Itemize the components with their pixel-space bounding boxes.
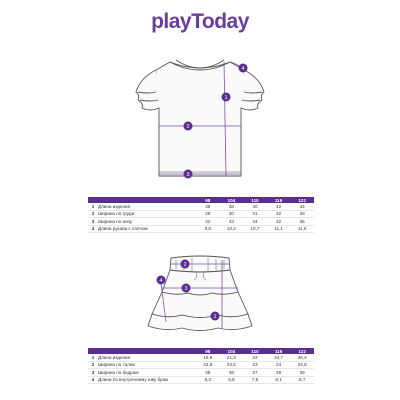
table-row: 4 Длина рукава с плечом 9,8 10,2 10,7 11,1 11,6 — [88, 225, 314, 233]
brand-logo: playToday — [151, 10, 249, 33]
size-col: 98 — [196, 197, 220, 203]
skirt-marker-4 — [157, 276, 166, 285]
svg-text:2: 2 — [186, 124, 190, 130]
size-col: 98 — [196, 348, 220, 354]
svg-text:2: 2 — [183, 262, 187, 268]
size-col: 110 — [243, 197, 267, 203]
tshirt-illustration — [0, 48, 400, 188]
table-row: 3 Ширина по бедрам 35 36 37 38 39 — [88, 369, 314, 377]
svg-text:1: 1 — [213, 314, 217, 320]
skirt-size-table — [88, 348, 314, 384]
size-col: 122 — [290, 197, 314, 203]
table-row: 1 Длина изделия 36 38 40 42 44 — [88, 203, 314, 210]
shirt-marker-3 — [184, 170, 193, 179]
table-row: 2 Ширина по талии 22,5 23,5 23 24 24,5 — [88, 361, 314, 369]
shirt-size-table — [88, 197, 314, 233]
size-col: 116 — [267, 348, 291, 354]
size-col: 122 — [290, 348, 314, 354]
size-col: 104 — [220, 197, 244, 203]
size-col: 116 — [267, 197, 291, 203]
skirt-illustration — [0, 252, 400, 342]
table-row: 1 Длина изделия 19,6 21,3 23 24,7 26,4 — [88, 354, 314, 361]
shirt-marker-1 — [222, 93, 231, 102]
svg-text:4: 4 — [241, 66, 245, 72]
svg-text:3: 3 — [186, 172, 190, 178]
shirt-marker-4 — [239, 64, 248, 73]
size-col: 110 — [243, 348, 267, 354]
size-col: 104 — [220, 348, 244, 354]
skirt-marker-1 — [211, 312, 220, 321]
svg-text:4: 4 — [159, 278, 163, 284]
skirt-marker-2 — [181, 260, 190, 269]
table-row: 3 Ширина по низу 32 33 34 32 35 — [88, 218, 314, 226]
skirt-marker-3 — [182, 284, 191, 293]
table-row: 2 Ширина по груди 29 30 31 32 33 — [88, 210, 314, 218]
svg-text:3: 3 — [184, 286, 188, 292]
svg-text:1: 1 — [224, 95, 228, 101]
table-row: 4 Длина по внутреннему шву брюк 6,3 6,9 7,5 8,1 8,7 — [88, 376, 314, 384]
shirt-marker-2 — [184, 122, 193, 131]
